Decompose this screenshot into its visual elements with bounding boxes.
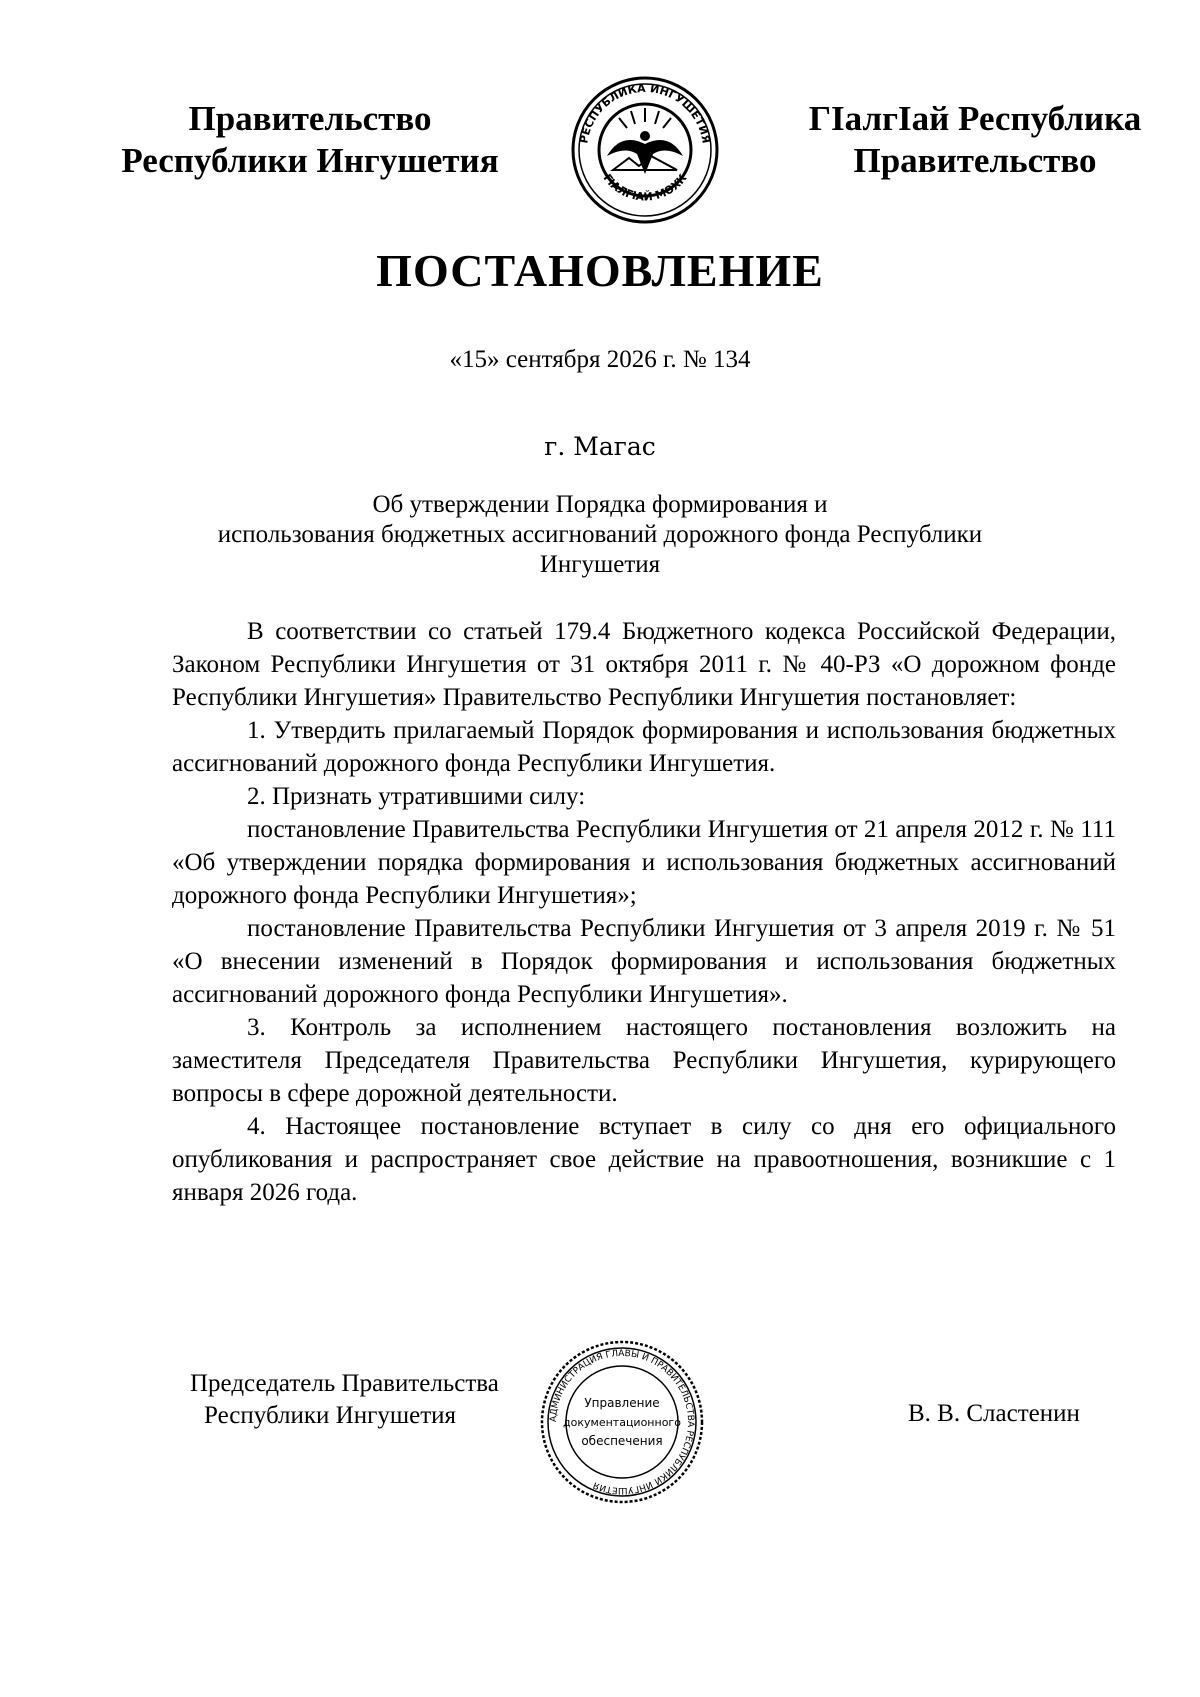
signatory-position-line2: Республики Ингушетия [204,1402,457,1429]
document-body [172,615,1116,1209]
header-right-line1: ГIалгIай Республика [808,99,1142,138]
document-type-heading: ПОСТАНОВЛЕНИЕ [376,245,824,296]
header-right [790,98,1160,182]
stamp-center-line3: обеспечения [581,1434,663,1448]
item-2a-paragraph: постановление Правительства Республики Ингушетия от 21 апреля 2012 г. № 111 «Об утверждении порядка формирования и использования бюджетных ассигнований дорожного фонда Республики Ингушетия»; [172,816,1116,909]
item-1-paragraph: 1. Утвердить прилагаемый Порядок формирования и использования бюджетных ассигнований дорожного фонда Республики Ингушетия. [172,717,1116,777]
header-right-line2: Правительство [853,141,1097,180]
document-title-line3: Ингушетия [539,551,661,578]
svg-text:АДМИНИСТРАЦИЯ ГЛАВЫ И ПРАВИТЕЛ: АДМИНИСТРАЦИЯ ГЛАВЫ И ПРАВИТЕЛЬСТВА РЕСПУБЛИКИ ИНГУШЕТИЯ [548,1348,696,1496]
signatory-position [190,1368,560,1432]
header-left [100,98,520,182]
svg-text:РЕСПУБЛИКА ИНГУШЕТИЯ: РЕСПУБЛИКА ИНГУШЕТИЯ [577,81,713,145]
stamp-center-line2: документационного [563,1416,681,1429]
stamp-center-line1: Управление [584,1396,660,1410]
header-left-line1: Правительство [188,99,432,138]
document-title-line2: использования бюджетных ассигнований дорожного фонда Республики [217,521,983,548]
header-left-line2: Республики Ингушетия [121,141,499,180]
preamble-paragraph: В соответствии со статьей 179.4 Бюджетного кодекса Российской Федерации, Законом Республики Ингушетия от 31 октября 2011 г. № 40-РЗ «О дорожном фонде Республики Ингушетия» Правительство Республики Ингушетия постановляет: [172,618,1116,711]
document-title [150,490,1050,580]
document-date-number: «15» сентября 2026 г. № 134 [449,346,751,373]
coat-of-arms-icon [569,74,721,226]
item-4-paragraph: 4. Настоящее постановление вступает в силу со дня его официального опубликования и распространяет свое действие на правоотношения, возникшие с 1 января 2026 года. [172,1113,1116,1206]
signatory-name: В. В. Сластенин [908,1400,1080,1427]
document-city: г. Магас [544,432,656,461]
item-2b-paragraph: постановление Правительства Республики Ингушетия от 3 апреля 2019 г. № 51 «О внесении изменений в Порядок формирования и использования бюджетных ассигнований дорожного фонда Республики Ингушетия». [172,915,1116,1008]
official-stamp-icon [537,1337,707,1507]
item-2-paragraph: 2. Признать утратившими силу: [247,783,586,810]
svg-text:ГIАЛГIАЙ МОХК: ГIАЛГIАЙ МОХК [600,171,690,204]
signatory-position-line1: Председатель Правительства [190,1370,499,1397]
item-3-paragraph: 3. Контроль за исполнением настоящего постановления возложить на заместителя Председателя Правительства Республики Ингушетия, курирующего вопросы в сфере дорожной деятельности. [172,1014,1116,1107]
document-title-line1: Об утверждении Порядка формирования и [372,491,828,518]
